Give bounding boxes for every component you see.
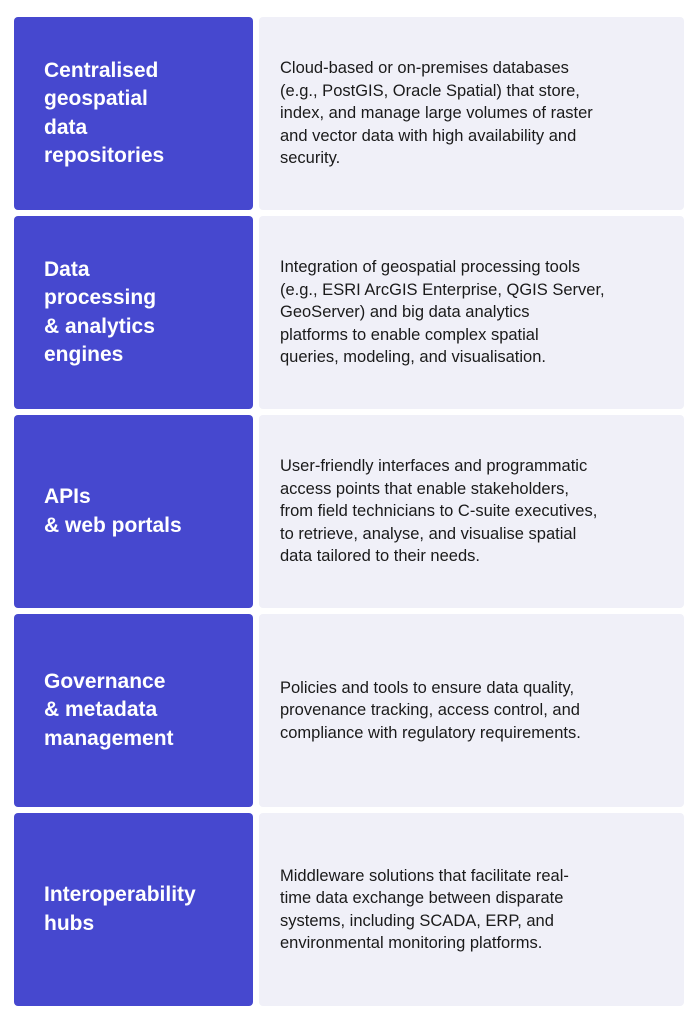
row-description: Integration of geospatial processing tools (e.g., ESRI ArcGIS Enterprise, QGIS Server, GeoServer) and big data analytics platforms to enable complex spatial queries, modeling, and visualisation. xyxy=(280,258,605,367)
row-label: Interoperability hubs xyxy=(44,883,196,935)
row-label-cell xyxy=(14,813,253,1006)
row-description-cell xyxy=(259,216,684,409)
row-label: Centralised geospatial data repositories xyxy=(44,58,165,167)
row-label: APIs & web portals xyxy=(44,485,182,537)
row-description: Middleware solutions that facilitate real- time data exchange between disparate systems, including SCADA, ERP, and environmental monitoring platforms. xyxy=(280,866,569,952)
row-description-cell xyxy=(259,17,684,210)
row-description-cell xyxy=(259,813,684,1006)
row-label: Data processing & analytics engines xyxy=(44,257,157,366)
row-label-cell xyxy=(14,17,253,210)
table-row xyxy=(14,813,684,1006)
row-description: User-friendly interfaces and programmatic access points that enable stakeholders, from field technicians to C-suite executives, to retrieve, analyse, and visualise spatial data tailored to their needs. xyxy=(280,457,598,566)
row-label-cell xyxy=(14,415,253,608)
row-label-cell xyxy=(14,614,253,807)
row-label-cell xyxy=(14,216,253,409)
table-row xyxy=(14,17,684,210)
row-description: Cloud-based or on-premises databases (e.g., PostGIS, Oracle Spatial) that store, index, and manage large volumes of raster and vector data with high availability and security. xyxy=(280,59,593,168)
row-label: Governance & metadata management xyxy=(44,669,174,750)
row-description-cell xyxy=(259,415,684,608)
table-row xyxy=(14,216,684,409)
table-row xyxy=(14,614,684,807)
table-row xyxy=(14,415,684,608)
row-description: Policies and tools to ensure data quality, provenance tracking, access control, and compliance with regulatory requirements. xyxy=(280,678,581,742)
components-table xyxy=(14,17,684,1006)
row-description-cell xyxy=(259,614,684,807)
